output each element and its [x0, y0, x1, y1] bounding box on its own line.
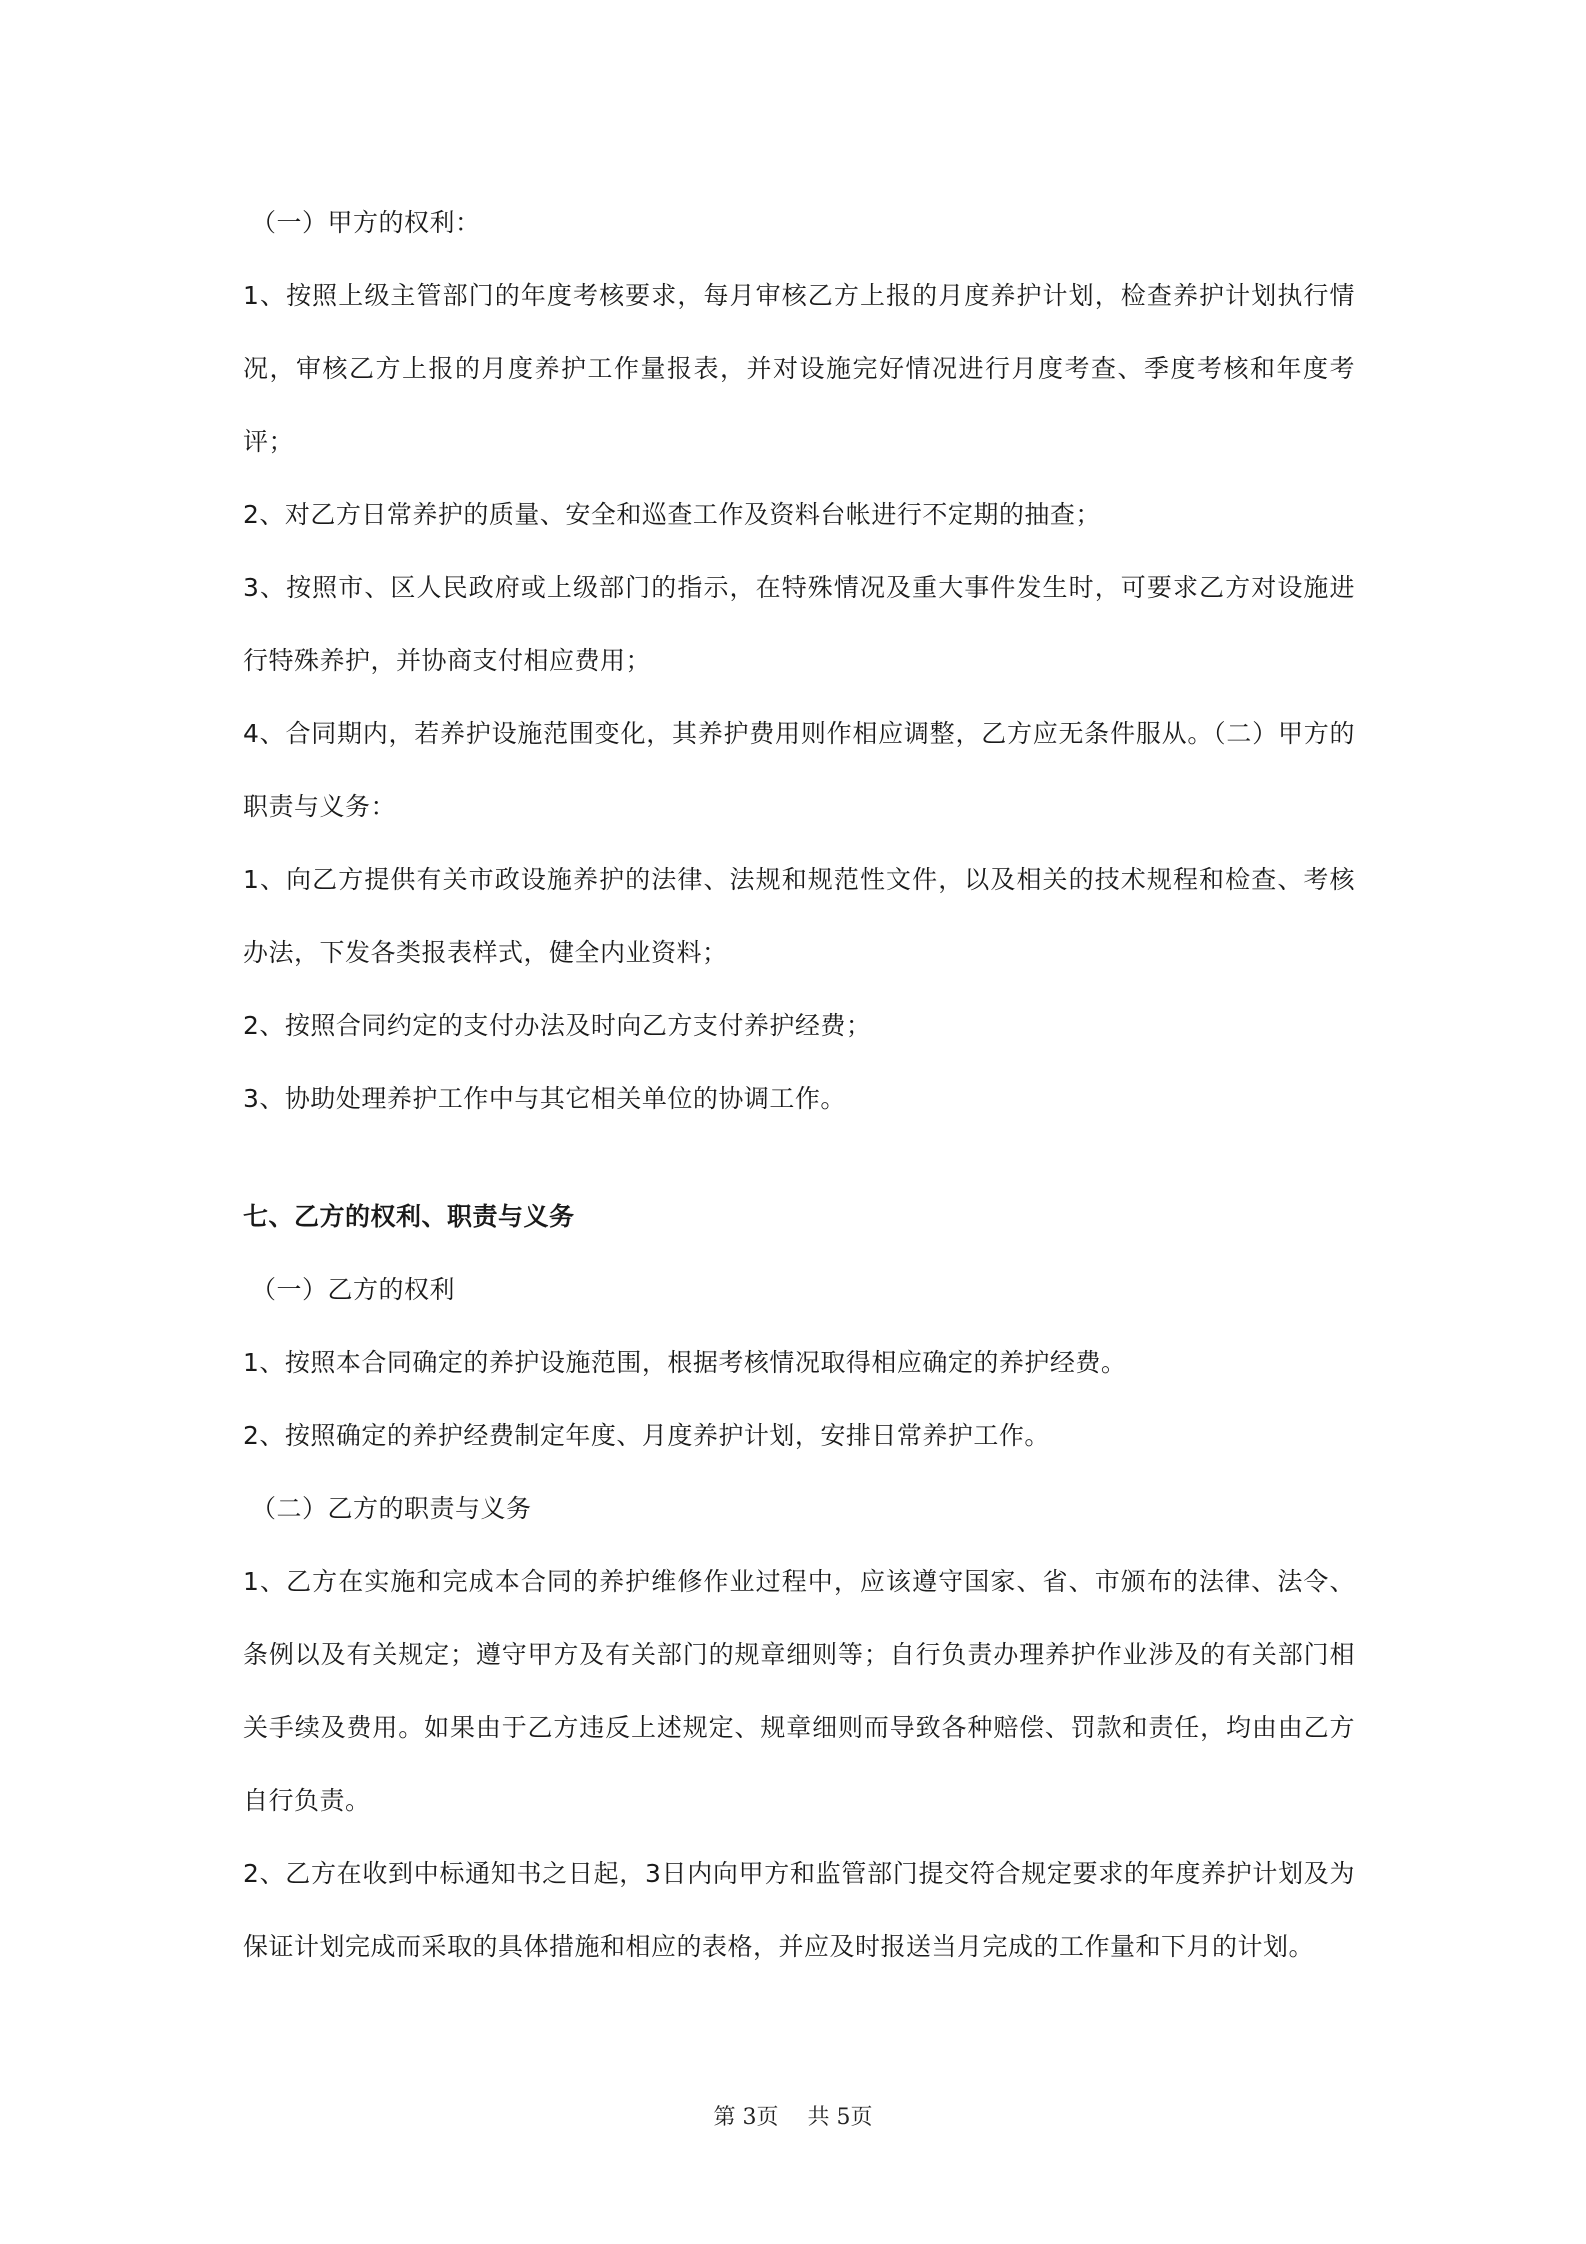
clause-party-b-duty-1: 1、乙方在实施和完成本合同的养护维修作业过程中，应该遵守国家、省、市颁布的法律、法令、条例以及有关规定；遵守甲方及有关部门的规章细则等；自行负责办理养护作业涉及的有关部门相关手续及费用。如果由于乙方违反上述规定、规章细则而导致各种赔偿、罚款和责任，均由由乙方自行负责。 [243, 1567, 1355, 1815]
clause-party-a-right-1: 1、按照上级主管部门的年度考核要求，每月审核乙方上报的月度养护计划，检查养护计划执行情况，审核乙方上报的月度养护工作量报表，并对设施完好情况进行月度考查、季度考核和年度考评； [243, 281, 1355, 456]
subsection-title-party-b-duties: （二）乙方的职责与义务 [251, 1494, 532, 1523]
clause-party-a-right-2: 2、对乙方日常养护的质量、安全和巡查工作及资料台帐进行不定期的抽查； [243, 500, 1101, 529]
clause-party-a-duty-1: 1、向乙方提供有关市政设施养护的法律、法规和规范性文件，以及相关的技术规程和检查、考核办法，下发各类报表样式，健全内业资料； [243, 865, 1355, 967]
subsection-title-party-b-rights: （一）乙方的权利 [251, 1275, 456, 1304]
clause-party-b-duty-2: 2、乙方在收到中标通知书之日起，3日内向甲方和监管部门提交符合规定要求的年度养护计划及为保证计划完成而采取的具体措施和相应的表格，并应及时报送当月完成的工作量和下月的计划。 [243, 1859, 1355, 1961]
page-footer [0, 2100, 1586, 2131]
clause-party-a-duty-3: 3、协助处理养护工作中与其它相关单位的协调工作。 [243, 1084, 846, 1113]
clause-party-b-right-1: 1、按照本合同确定的养护设施范围，根据考核情况取得相应确定的养护经费。 [243, 1348, 1127, 1377]
clause-party-a-duty-2: 2、按照合同约定的支付办法及时向乙方支付养护经费； [243, 1011, 872, 1040]
clause-party-a-right-4: 4、合同期内，若养护设施范围变化，其养护费用则作相应调整，乙方应无条件服从。（二）甲方的职责与义务： [243, 719, 1355, 821]
section-heading-seven: 七、乙方的权利、职责与义务 [243, 1202, 575, 1231]
subsection-title-party-a-rights: （一）甲方的权利： [251, 208, 481, 237]
page-total: 共 5页 [807, 2105, 873, 2130]
clause-party-b-right-2: 2、按照确定的养护经费制定年度、月度养护计划，安排日常养护工作。 [243, 1421, 1050, 1450]
clause-party-a-right-3: 3、按照市、区人民政府或上级部门的指示，在特殊情况及重大事件发生时，可要求乙方对设施进行特殊养护，并协商支付相应费用； [243, 573, 1355, 675]
page-number: 第 3页 [713, 2105, 779, 2130]
document-body [243, 186, 1355, 1983]
